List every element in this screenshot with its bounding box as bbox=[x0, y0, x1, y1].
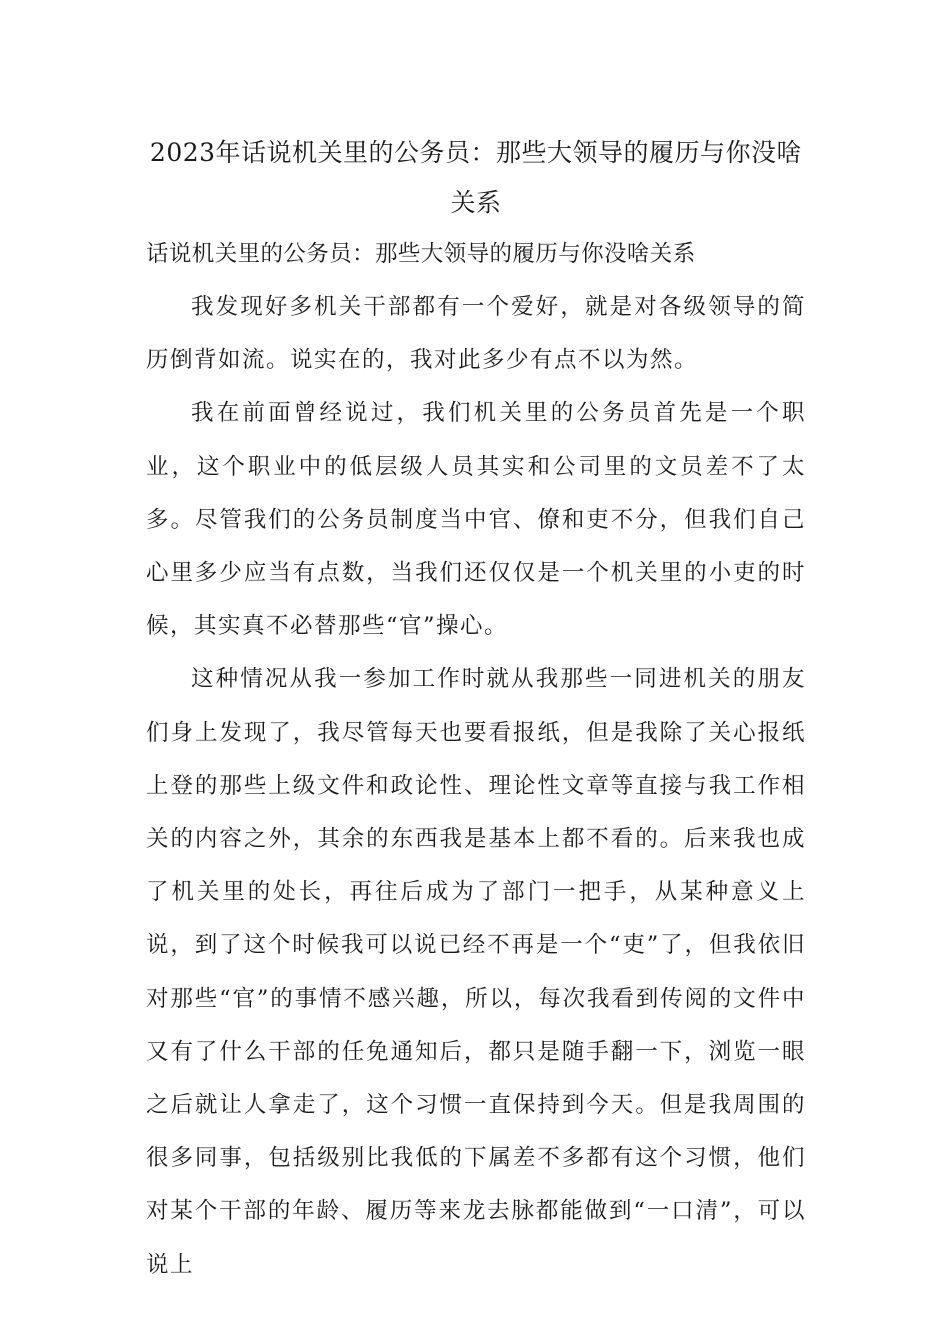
paragraph-2: 我在前面曾经说过，我们机关里的公务员首先是一个职业，这个职业中的低层级人员其实和公司里的文员差不了太多。尽管我们的公务员制度当中官、僚和吏不分，但我们自己心里多少应当有点数，当我们还仅仅是一个机关里的小吏的时候，其实真不必替那些“官”操心。 bbox=[146, 400, 806, 640]
paragraph-1: 我发现好多机关干部都有一个爱好，就是对各级领导的简历倒背如流。说实在的，我对此多少有点不以为然。 bbox=[146, 294, 806, 374]
document-body bbox=[146, 128, 806, 1292]
document-subtitle: 话说机关里的公务员：那些大领导的履历与你没啥关系 bbox=[146, 241, 696, 267]
paragraph-3: 这种情况从我一参加工作时就从我那些一同进机关的朋友们身上发现了，我尽管每天也要看报纸，但是我除了关心报纸上登的那些上级文件和政论性、理论性文章等直接与我工作相关的内容之外，其余的东西我是基本上都不看的。后来我也成了机关里的处长，再往后成为了部门一把手，从某种意义上说，到了这个时候我可以说已经不再是一个“吏”了，但我依旧对那些“官”的事情不感兴趣，所以，每次我看到传阅的文件中又有了什么干部的任免通知后，都只是随手翻一下，浏览一眼之后就让人拿走了，这个习惯一直保持到今天。但是我周围的很多同事，包括级别比我低的下属差不多都有这个习惯，他们对某个干部的年龄、履历等来龙去脉都能做到“一口清”，可以说上 bbox=[146, 666, 806, 1278]
document-title: 2023年话说机关里的公务员：那些大领导的履历与你没啥关系 bbox=[149, 138, 803, 217]
